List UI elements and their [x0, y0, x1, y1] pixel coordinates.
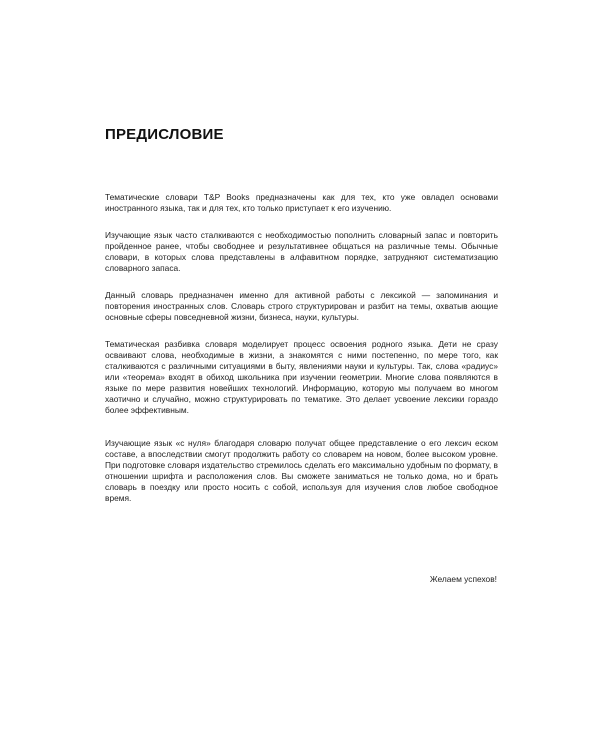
page-title: ПРЕДИСЛОВИЕ — [105, 126, 224, 143]
preface-body — [105, 192, 498, 504]
paragraph-method: Тематическая разбивка словаря моделирует процесс освоения родного языка. Дети не сразу осваивают слова, необходимые в жизни, а знакомятся с ними постепенно, по мере того, как сталкиваются с различными ситуациями в быту, явлениями науки и культуры. Так, слова «радиус» или «теорема» входят в обиход школьника при изучении геометрии. Многие слова появляются в языке по мере развития новейших технологий. Информацию, которую мы получаем во многом хаотично и случайно, можно структурировать по тематике. Это делает усвоение лексики гораздо более эффективным. — [105, 339, 498, 415]
paragraph-usage: Изучающие язык «с нуля» благодаря словарю получат общее представление о его лексич еском составе, а впоследствии смогут продолжить работу со словарем на новом, более высоком уровне. При подготовке словаря издательство стремилось сделать его максимально удобным по формату, в отношении шрифта и расположения слов. Вы сможете заниматься не только дома, но и брать словарь в поездку или просто носить с собой, используя для изучения слов любое свободное время. — [105, 438, 498, 503]
paragraph-intro: Тематические словари T&P Books предназначены как для тех, кто уже овладел основами иностранного языка, так и для тех, кто только приступает к его изучению. — [105, 192, 498, 213]
closing-wish: Желаем успехов! — [429, 574, 497, 584]
paragraph-purpose: Данный словарь предназначен именно для активной работы с лексикой — запоминания и повторения иностранных слов. Словарь строго структурирован и разбит на темы, охватыв ающие основные сферы повседневной жизни, бизнеса, науки, культуры. — [105, 290, 498, 322]
paragraph-problem: Изучающие язык часто сталкиваются с необходимостью пополнить словарный запас и повторить пройденное ранее, чтобы свободнее и результативнее общаться на различные темы. Обычные словари, в которых слова представлены в алфавитном порядке, затрудняют систематизацию словарного запаса. — [105, 230, 498, 273]
